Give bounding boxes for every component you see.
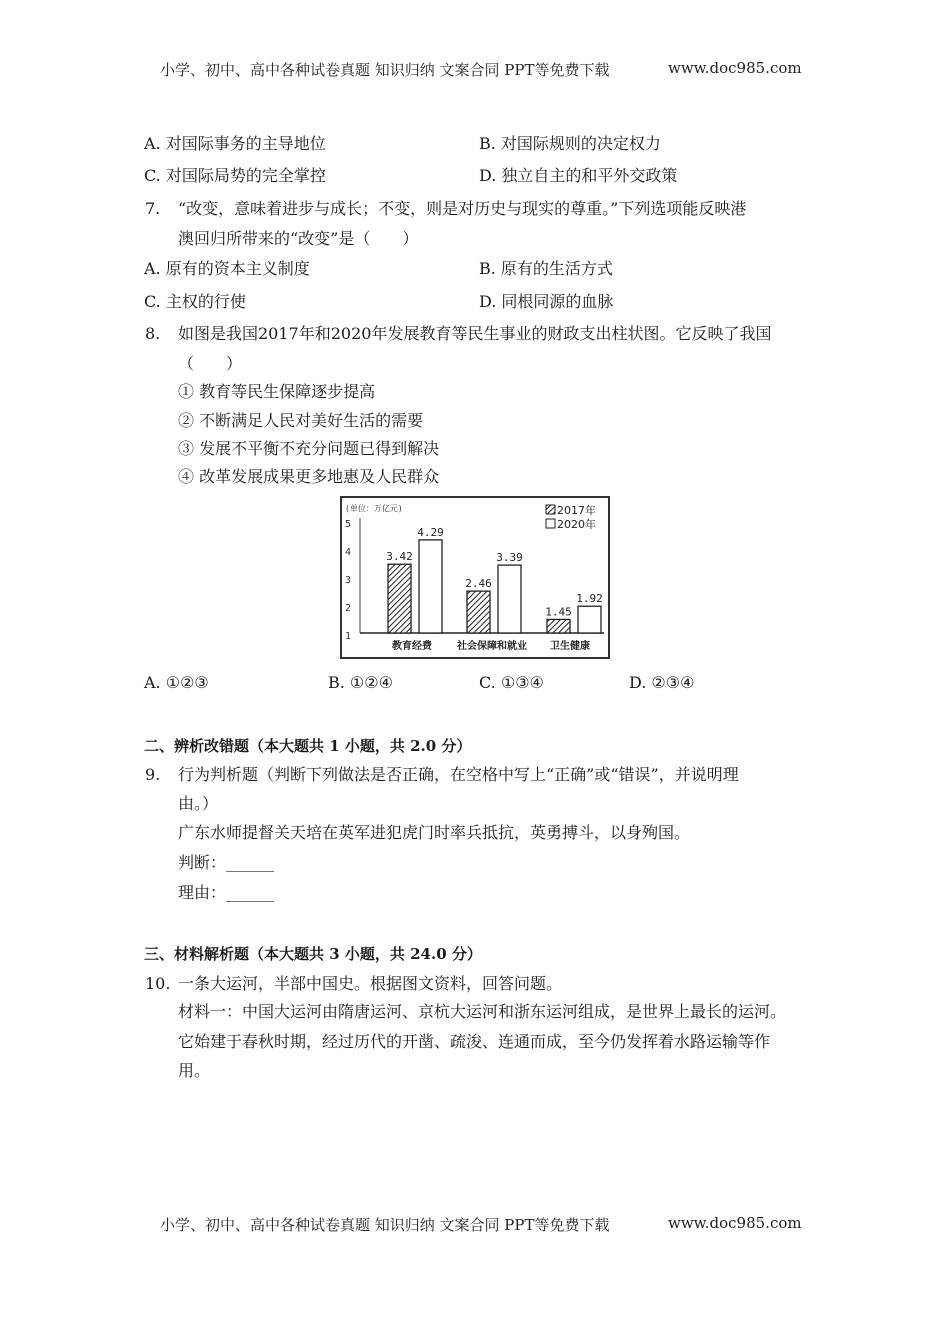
- q9-reason-blank: 理由：______: [178, 883, 275, 902]
- bar-2017-0: [388, 564, 411, 633]
- q8-item-4: ④ 改革发展成果更多地惠及人民群众: [178, 467, 440, 486]
- header-text: 小学、初中、高中各种试卷真题 知识归纳 文案合同 PPT等免费下载: [160, 61, 610, 79]
- q7-option-c: C. 主权的行使: [144, 292, 246, 311]
- section2-title: 二、辨析改错题（本大题共 1 小题，共 2.0 分）: [144, 737, 472, 755]
- bar-2020-1: [498, 565, 521, 633]
- x-category-label: 卫生健康: [550, 641, 590, 652]
- q10-material-line1: 材料一：中国大运河由隋唐运河、京杭大运河和浙东运河组成，是世界上最长的运河。: [178, 1002, 787, 1021]
- q8-item-2: ② 不断满足人民对美好生活的需要: [178, 411, 424, 430]
- q9-judge-blank: 判断：______: [178, 853, 275, 872]
- q8-item-3: ③ 发展不平衡不充分问题已得到解决: [178, 439, 440, 458]
- bar-2020-0: [419, 540, 442, 633]
- bar-value-label: 1.45: [545, 605, 572, 619]
- q7-stem-line1: “改变，意味着进步与成长；不变，则是对历史与现实的尊重。”下列选项能反映港: [178, 199, 747, 218]
- q6-option-b: B. 对国际规则的决定权力: [479, 134, 661, 153]
- q8-option-b: B. ①②④: [328, 673, 393, 692]
- q7-option-d: D. 同根同源的血脉: [479, 292, 614, 311]
- q10-stem-line1: 一条大运河，半部中国史。根据图文资料，回答问题。: [178, 974, 563, 993]
- x-category-label: 社会保障和就业: [457, 641, 527, 652]
- q8-item-1: ① 教育等民生保障逐步提高: [178, 382, 376, 401]
- header-url[interactable]: www.doc985.com: [668, 59, 802, 77]
- bar-2020-2: [578, 606, 601, 633]
- page-header: [160, 59, 610, 80]
- bar-value-label: 2.46: [465, 577, 492, 591]
- q8-option-c: C. ①③④: [479, 673, 544, 692]
- y-tick-label: 4: [345, 547, 352, 558]
- y-tick-label: 5: [345, 519, 352, 530]
- q9-statement: 广东水师提督关天培在英军进犯虎门时率兵抵抗，英勇搏斗，以身殉国。: [178, 823, 691, 842]
- footer-url[interactable]: www.doc985.com: [668, 1214, 802, 1232]
- chart-bars: [386, 526, 603, 633]
- x-category-label: 教育经费: [392, 641, 432, 652]
- q8-stem-line2: （ ）: [178, 354, 243, 373]
- section3-title: 三、材料解析题（本大题共 3 小题，共 24.0 分）: [144, 945, 482, 963]
- page-footer: [160, 1214, 610, 1235]
- q6-option-a: A. 对国际事务的主导地位: [144, 134, 326, 153]
- chart-unit-label: (单位：万亿元): [345, 504, 403, 513]
- q7-option-a: A. 原有的资本主义制度: [144, 259, 310, 278]
- q7-stem-line2: 澳回归所带来的“改变”是（ ）: [178, 229, 419, 248]
- bar-2017-1: [467, 591, 490, 633]
- q6-option-d: D. 独立自主的和平外交政策: [479, 166, 678, 185]
- q8-option-d: D. ②③④: [629, 673, 695, 692]
- q10-material-line3: 用。: [178, 1061, 211, 1080]
- bar-value-label: 3.39: [496, 551, 523, 565]
- legend-label: 2020年: [557, 518, 596, 531]
- q8-stem-line1: 如图是我国2017年和2020年发展教育等民生事业的财政支出柱状图。它反映了我国: [178, 324, 772, 343]
- bar-value-label: 3.42: [386, 550, 413, 564]
- q6-option-c: C. 对国际局势的完全掌控: [144, 166, 326, 185]
- bar-2017-2: [547, 619, 570, 633]
- q8-number: 8.: [145, 324, 161, 343]
- q9-stem-line1: 行为判析题（判断下列做法是否正确，在空格中写上“正确”或“错误”，并说明理: [178, 765, 739, 784]
- q9-stem-line2: 由。）: [178, 794, 219, 813]
- legend-label: 2017年: [557, 504, 596, 517]
- q10-number: 10.: [145, 974, 171, 993]
- legend-swatch: [546, 519, 555, 528]
- q9-number: 9.: [145, 765, 161, 784]
- legend-swatch: [546, 505, 555, 514]
- q7-option-b: B. 原有的生活方式: [479, 259, 613, 278]
- footer-text: 小学、初中、高中各种试卷真题 知识归纳 文案合同 PPT等免费下载: [160, 1216, 610, 1234]
- q7-number: 7.: [145, 199, 161, 218]
- bar-chart-frame: [340, 496, 610, 659]
- y-tick-label: 1: [345, 631, 352, 642]
- y-tick-label: 2: [345, 603, 352, 614]
- y-tick-label: 3: [345, 575, 352, 586]
- q10-material-line2: 它始建于春秋时期，经过历代的开凿、疏浚、连通而成，至今仍发挥着水路运输等作: [178, 1032, 771, 1051]
- bar-value-label: 1.92: [576, 592, 603, 606]
- chart-legend: [546, 503, 596, 531]
- bar-value-label: 4.29: [417, 525, 444, 539]
- bar-chart: [342, 498, 608, 657]
- q8-option-a: A. ①②③: [144, 673, 209, 692]
